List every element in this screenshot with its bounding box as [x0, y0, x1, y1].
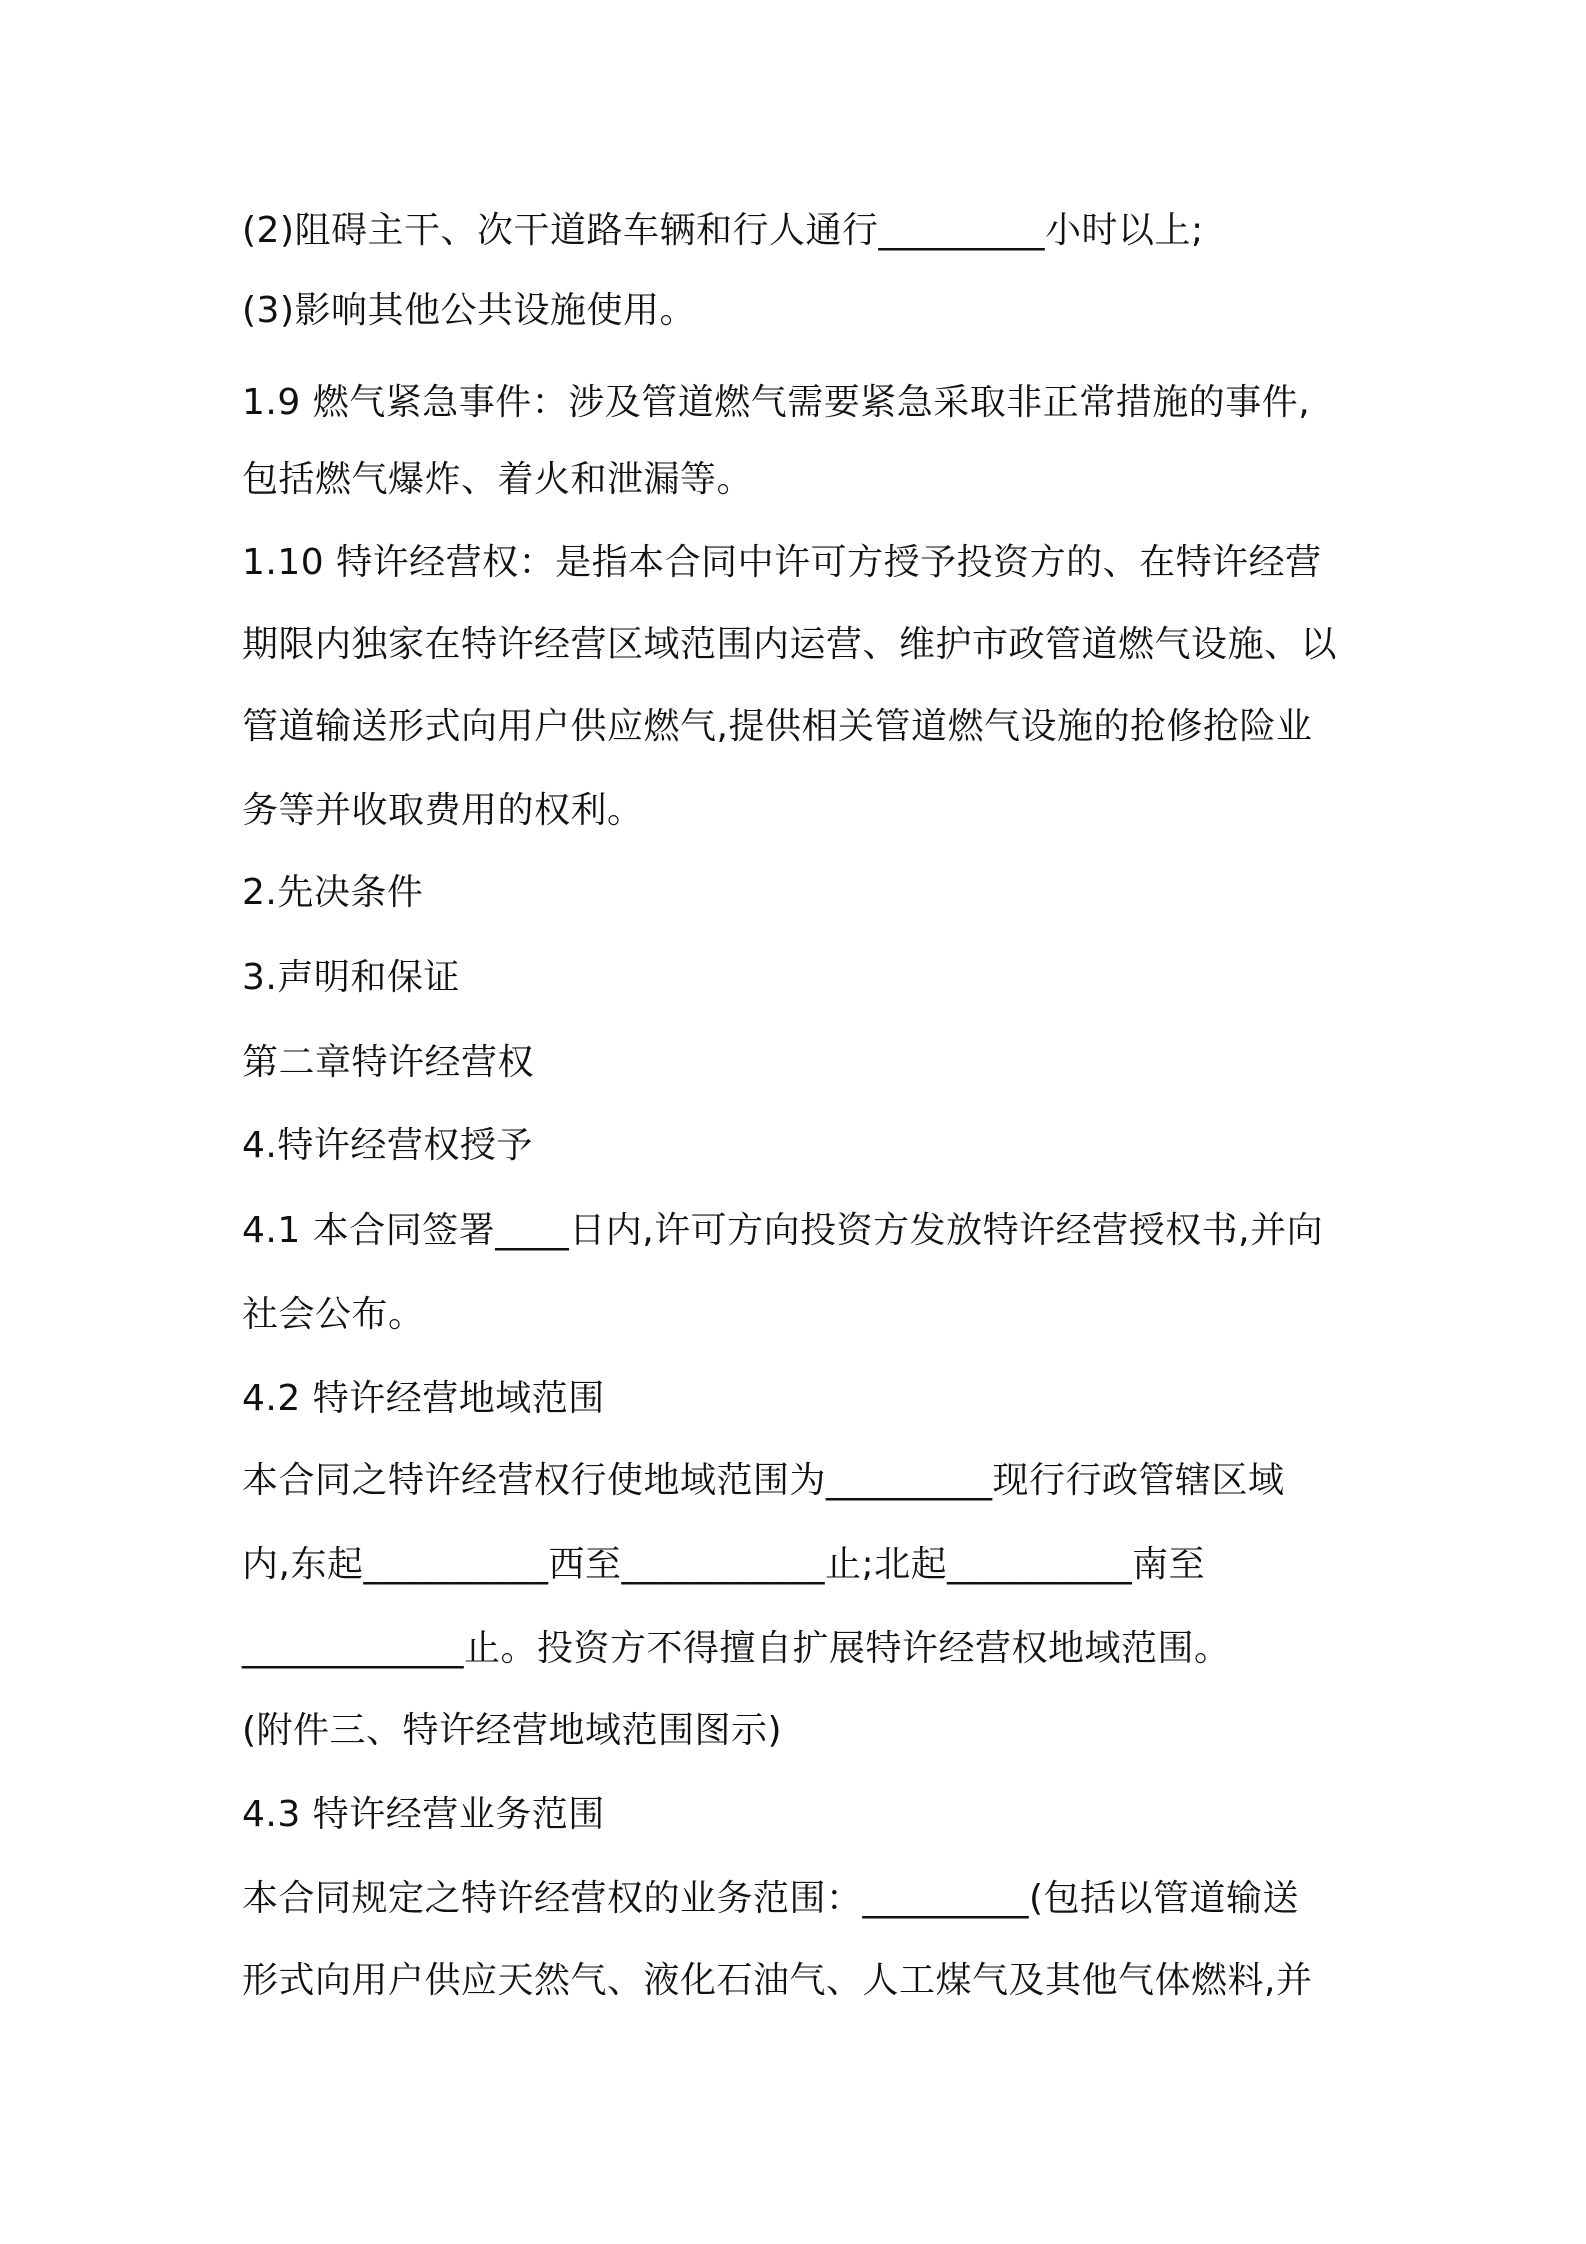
paragraph-line: 本合同规定之特许经营权的业务范围：_________(包括以管道输送: [242, 1878, 1300, 1919]
section-heading: 4.3 特许经营业务范围: [242, 1794, 605, 1835]
paragraph-line: (2)阻碍主干、次干道路车辆和行人通行_________小时以上;: [242, 210, 1204, 251]
section-heading: 2.先决条件: [242, 872, 424, 913]
section-heading: 3.声明和保证: [242, 957, 460, 998]
paragraph-line: 1.9 燃气紧急事件：涉及管道燃气需要紧急采取非正常措施的事件,: [242, 382, 1311, 423]
paragraph-line: 4.1 本合同签署____日内,许可方向投资方发放特许经营授权书,并向: [242, 1210, 1324, 1251]
paragraph-line: 社会公布。: [242, 1294, 425, 1335]
paragraph-line: 期限内独家在特许经营区域范围内运营、维护市政管道燃气设施、以: [242, 624, 1338, 665]
paragraph-line: (3)影响其他公共设施使用。: [242, 290, 696, 331]
paragraph-line: 内,东起__________西至___________止;北起__________南至: [242, 1544, 1206, 1585]
paragraph-line: 包括燃气爆炸、着火和泄漏等。: [242, 459, 754, 500]
paragraph-line: (附件三、特许经营地域范围图示): [242, 1710, 783, 1751]
paragraph-line: ____________止。投资方不得擅自扩展特许经营权地域范围。: [242, 1628, 1231, 1669]
paragraph-line: 管道输送形式向用户供应燃气,提供相关管道燃气设施的抢修抢险业: [242, 706, 1313, 747]
paragraph-line: 务等并收取费用的权利。: [242, 790, 644, 831]
section-heading: 4.2 特许经营地域范围: [242, 1378, 605, 1419]
paragraph-line: 形式向用户供应天然气、液化石油气、人工煤气及其他气体燃料,并: [242, 1960, 1313, 2001]
paragraph-line: 1.10 特许经营权：是指本合同中许可方授予投资方的、在特许经营: [242, 542, 1322, 583]
chapter-heading: 第二章特许经营权: [242, 1042, 535, 1083]
paragraph-line: 本合同之特许经营权行使地域范围为_________现行行政管辖区域: [242, 1460, 1285, 1501]
section-heading: 4.特许经营权授予: [242, 1125, 533, 1166]
